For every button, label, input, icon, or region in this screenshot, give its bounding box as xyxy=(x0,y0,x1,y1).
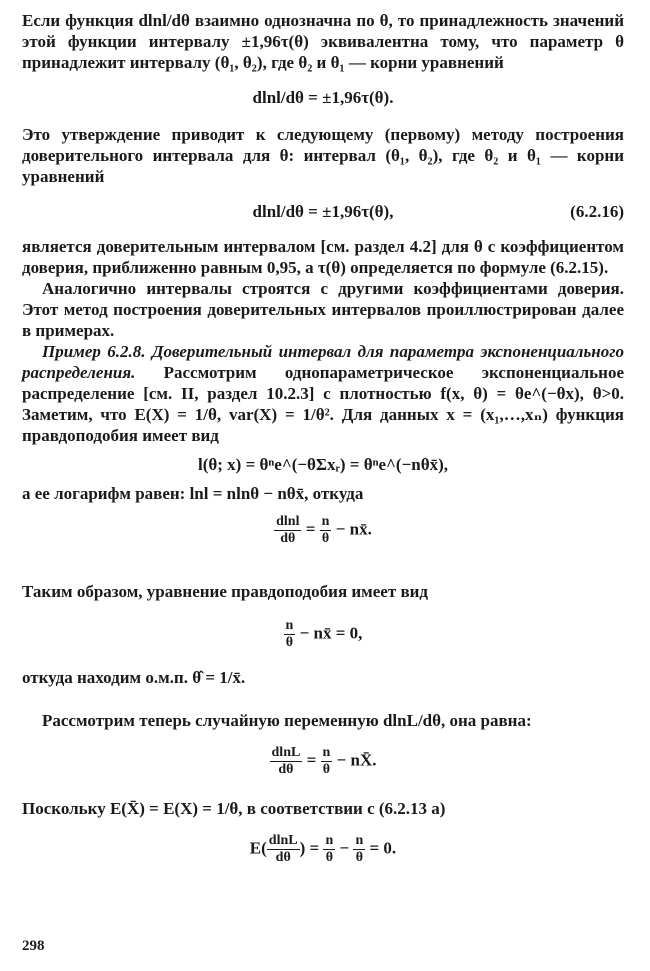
equation-6-denominator: dθ xyxy=(278,762,294,777)
equation-2-body: dlnl/dθ = ±1,96τ(θ), xyxy=(252,202,394,221)
equation-7-minus: − xyxy=(339,838,350,858)
page-body xyxy=(22,10,624,866)
equation-4-fraction-2 xyxy=(320,514,332,547)
equation-6 xyxy=(22,745,624,778)
paragraph-7: Таким образом, уравнение правдоподобия имеет вид xyxy=(22,582,429,601)
equation-5-rest: − nx̄ = 0, xyxy=(299,623,363,643)
equation-7-denominator: dθ xyxy=(275,850,291,865)
equation-6-numerator: dlnL xyxy=(271,745,301,760)
equation-4-numerator: dlnl xyxy=(276,514,300,529)
equation-4-denominator: dθ xyxy=(280,531,296,546)
equation-4-fraction xyxy=(274,514,301,547)
equation-7-n2: n xyxy=(355,833,364,848)
equation-7-numerator: dlnL xyxy=(268,833,298,848)
equation-5 xyxy=(22,618,624,651)
equation-4-rest: − nx̄. xyxy=(335,519,372,539)
equation-6-fraction-2 xyxy=(321,745,333,778)
example-text: Рассмотрим однопараметрическое экспоненциальное распределение [см. II, раздел 10.2.3] с плотностью f(x, θ) = θe^(−θx), θ>0. Заметим, что E(X) = 1/θ, var(X) = 1/θ². Для данных x = (x₁,…,xₙ) функция правдоподобия имеет вид xyxy=(22,363,624,445)
equation-2-number: (6.2.16) xyxy=(570,202,624,221)
paragraph-9: Рассмотрим теперь случайную переменную dlnL/dθ, она равна: xyxy=(42,711,532,730)
example-heading: Пример 6.2.8. Доверительный интервал для параметра экспоненциального распределения. xyxy=(22,342,624,382)
equation-7-n1: n xyxy=(325,833,334,848)
paragraph-4: Аналогично интервалы строятся с другими коэффициентами доверия. Этот метод построения доверительных интервалов проиллюстрирован далее в примерах. xyxy=(22,279,624,340)
equation-7-fraction-3 xyxy=(353,833,365,866)
equation-5-fraction xyxy=(284,618,296,651)
equation-4-theta: θ xyxy=(321,531,330,546)
equation-7 xyxy=(22,833,624,866)
equation-6-fraction xyxy=(270,745,303,778)
equation-7-rest: = 0. xyxy=(369,838,397,858)
equation-3: l(θ; x) = θⁿe^(−θΣxᵣ) = θⁿe^(−nθx̄), xyxy=(197,455,449,474)
paragraph-6: а ее логарифм равен: lnl = nlnθ − nθx̄, откуда xyxy=(22,484,364,503)
paragraph-5 xyxy=(22,341,624,446)
equation-7-mid: ) = xyxy=(299,838,320,858)
equation-5-theta: θ xyxy=(285,635,294,650)
equation-6-equals: = xyxy=(306,750,317,770)
equation-4-equals: = xyxy=(305,519,316,539)
equation-7-fraction xyxy=(267,833,300,866)
equation-6-rest: − nX̄. xyxy=(336,750,377,770)
paragraph-2: Это утверждение приводит к следующему (первому) методу построения доверительного интервала для θ: интервал (θ₁, θ₂), где θ₂ и θ₁ — корни уравнений xyxy=(22,125,624,186)
paragraph-1: Если функция dlnl/dθ взаимно однозначна по θ, то принадлежность значений этой функции интервалу ±1,96τ(θ) эквивалентна тому, что параметр θ принадлежит интервалу (θ₁, θ₂), где θ₂ и θ₁ — корни уравнений xyxy=(22,11,624,72)
paragraph-3: является доверительным интервалом [см. раздел 4.2] для θ с коэффициентом доверия, приближенно равным 0,95, а τ(θ) определяется по формуле (6.2.15). xyxy=(22,237,624,277)
equation-7-theta1: θ xyxy=(325,850,334,865)
equation-4-n: n xyxy=(321,514,330,529)
equation-6-n: n xyxy=(322,745,331,760)
equation-7-theta2: θ xyxy=(355,850,363,865)
equation-1: dlnl/dθ = ±1,96τ(θ). xyxy=(252,88,394,107)
equation-7-fraction-2 xyxy=(323,833,335,866)
paragraph-10: Поскольку E(X̄) = E(X) = 1/θ, в соответствии с (6.2.13 а) xyxy=(22,799,446,818)
equation-2 xyxy=(22,201,624,222)
equation-7-prefix: E( xyxy=(249,838,267,858)
equation-5-n: n xyxy=(285,618,294,633)
equation-6-theta: θ xyxy=(322,762,331,777)
equation-4 xyxy=(22,514,624,547)
page-number: 298 xyxy=(22,938,45,954)
paragraph-8: откуда находим о.м.п. θ̂ = 1/x̄. xyxy=(22,668,246,687)
